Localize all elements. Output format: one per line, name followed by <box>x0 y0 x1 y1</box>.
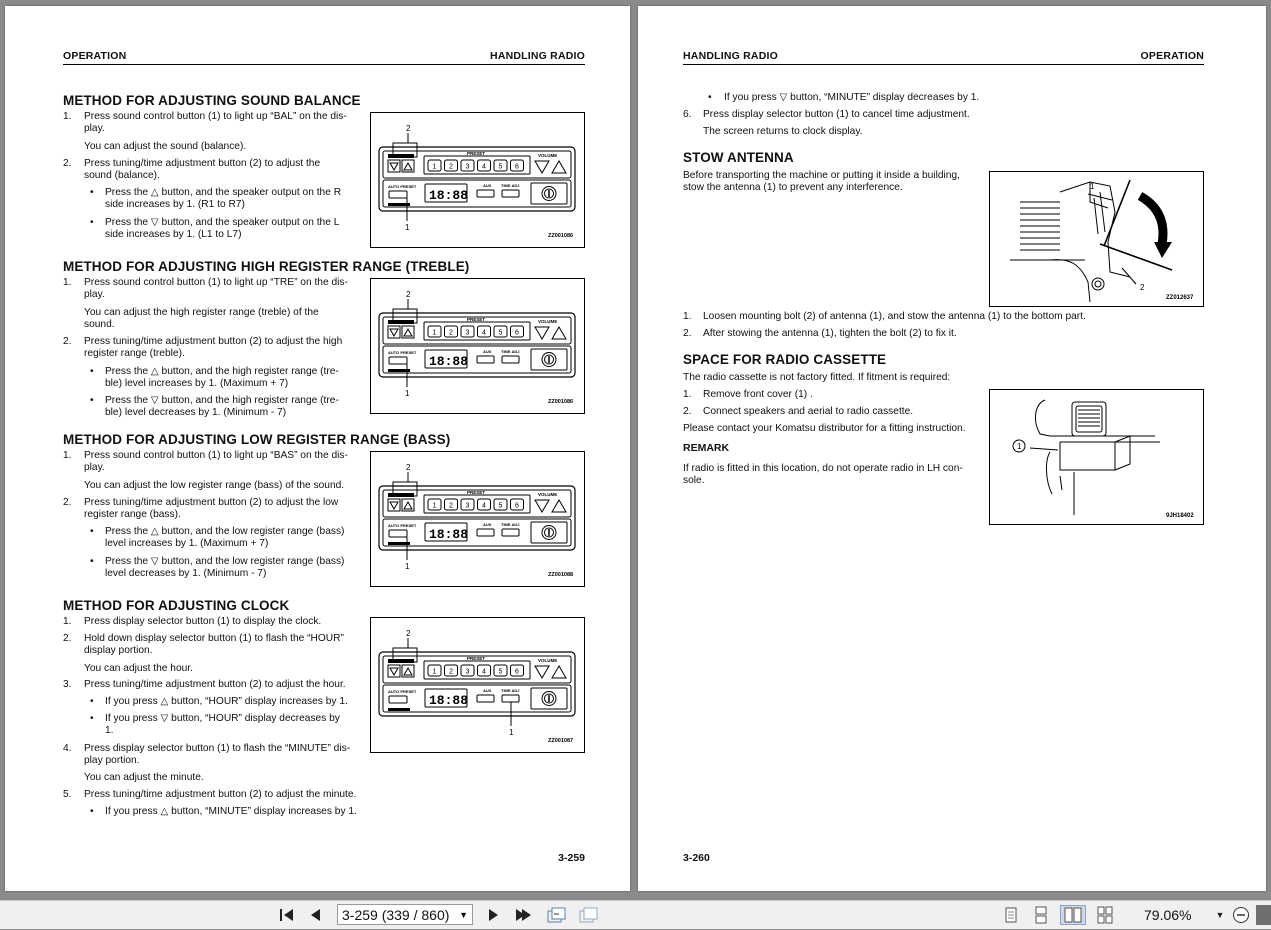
bullet-dot: • <box>90 806 94 817</box>
preset-button-label: 5 <box>498 163 503 171</box>
preset-button-label: 5 <box>498 502 503 510</box>
bullet-text: If you press △ button, “HOUR” display increases by 1. <box>105 696 348 707</box>
step-text: Press display selector button (1) to flash the “MINUTE” dis- play portion. <box>84 743 351 766</box>
step-text: Press display selector button (1) to display the clock. <box>84 616 322 627</box>
step-number: 1. <box>683 311 692 322</box>
header-rule <box>683 64 1204 65</box>
callout-2: 2 <box>406 124 411 133</box>
callout-2: 2 <box>406 290 411 299</box>
step-number: 1. <box>63 616 72 627</box>
page-right <box>638 6 1266 891</box>
step-text: Hold down display selector button (1) to flash the “HOUR” display portion. <box>84 633 344 656</box>
step-text: Press tuning/time adjustment button (2) to adjust the minute. <box>84 789 357 800</box>
first-page-icon[interactable] <box>276 905 298 925</box>
volume-label: VOLUME <box>538 153 558 158</box>
preset-label: PRESET <box>467 317 486 322</box>
bullet-text: If you press ▽ button, “HOUR” display decreases by 1. <box>105 713 340 736</box>
bullet-dot: • <box>708 92 712 103</box>
preset-button-label: 5 <box>498 329 503 337</box>
preset-button-label: 3 <box>465 502 470 510</box>
time-adj-label: TIME ADJ <box>501 349 520 354</box>
section-title-sound-balance: METHOD FOR ADJUSTING SOUND BALANCE <box>63 93 361 108</box>
time-adj-label: TIME ADJ <box>501 183 520 188</box>
step-text: Press sound control button (1) to light up “BAL” on the dis- play. <box>84 111 347 134</box>
step-number: 5. <box>63 789 72 800</box>
preset-button-label: 4 <box>482 163 486 171</box>
time-adj-label: TIME ADJ <box>501 688 520 693</box>
page-number: 3-259 <box>558 852 585 864</box>
step-number: 3. <box>63 679 72 690</box>
radio-panel-drawing <box>371 113 584 247</box>
step-sub: The screen returns to clock display. <box>703 126 863 137</box>
step-text: Press tuning/time adjustment button (2) to adjust the sound (balance). <box>84 158 321 181</box>
preset-label: PRESET <box>467 490 486 495</box>
section-title-stow-antenna: STOW ANTENNA <box>683 150 794 165</box>
bullet-dot: • <box>90 395 94 406</box>
chevron-down-icon: ▼ <box>459 910 468 920</box>
two-page-continuous-icon[interactable] <box>1094 905 1116 925</box>
step-number: 1. <box>63 277 72 288</box>
header-left: OPERATION <box>63 50 127 62</box>
callout-1: 1 <box>405 562 410 571</box>
header-right: HANDLING RADIO <box>490 50 585 62</box>
two-page-icon[interactable] <box>1060 905 1086 925</box>
aux-label: AUX <box>483 688 492 693</box>
radio-panel-drawing <box>371 618 584 752</box>
preset-button-label: 6 <box>515 502 519 510</box>
volume-label: VOLUME <box>538 658 558 663</box>
preset-button-label: 4 <box>482 329 486 337</box>
step-number: 2. <box>63 633 72 644</box>
single-page-icon[interactable] <box>1000 905 1022 925</box>
preset-button-label: 1 <box>432 668 437 676</box>
aux-label: AUX <box>483 349 492 354</box>
preset-label: PRESET <box>467 656 486 661</box>
zoom-slider[interactable] <box>1256 905 1271 925</box>
step-number: 2. <box>63 336 72 347</box>
auto-preset-label: AUTO PRESET <box>388 689 417 694</box>
callout-1: 1 <box>1017 442 1022 451</box>
volume-label: VOLUME <box>538 492 558 497</box>
callout-1: 1 <box>405 223 410 232</box>
lcd-digits: 18:88 <box>429 527 469 542</box>
section-title-bass: METHOD FOR ADJUSTING LOW REGISTER RANGE (BASS) <box>63 432 451 447</box>
bullet-text: Press the △ button, and the high register range (tre- ble) level increases by 1. (Maximum + 7) <box>105 366 339 389</box>
preset-button-label: 4 <box>482 502 486 510</box>
preset-button-label: 2 <box>449 502 453 510</box>
step-number: 2. <box>683 328 692 339</box>
preset-button-label: 2 <box>449 163 453 171</box>
page-number: 3-260 <box>683 852 710 864</box>
preset-button-label: 6 <box>515 668 519 676</box>
preset-button-label: 1 <box>432 502 437 510</box>
callout-2: 2 <box>406 463 411 472</box>
last-page-icon[interactable] <box>512 905 534 925</box>
preset-button-label: 1 <box>432 163 437 171</box>
section-title-treble: METHOD FOR ADJUSTING HIGH REGISTER RANGE (TREBLE) <box>63 259 470 274</box>
step-sub: You can adjust the minute. <box>84 772 204 783</box>
previous-view-icon[interactable] <box>545 905 567 925</box>
radio-panel-drawing <box>371 452 584 586</box>
header-rule <box>63 64 585 65</box>
preset-button-label: 3 <box>465 668 470 676</box>
step-number: 6. <box>683 109 692 120</box>
antenna-drawing <box>990 172 1203 306</box>
antenna-figure <box>989 171 1204 307</box>
remark-text: If radio is fitted in this location, do not operate radio in LH con- sole. <box>683 463 963 486</box>
preset-label: PRESET <box>467 151 486 156</box>
section-intro: The radio cassette is not factory fitted. If fitment is required: <box>683 372 951 383</box>
lcd-digits: 18:88 <box>429 354 469 369</box>
callout-2: 2 <box>1140 283 1145 292</box>
preset-button-label: 1 <box>432 329 437 337</box>
bullet-dot: • <box>90 696 94 707</box>
figure-id: ZZ012637 <box>1166 295 1194 301</box>
step-sub: You can adjust the high register range (treble) of the sound. <box>84 307 319 330</box>
step-text: Press sound control button (1) to light up “BAS” on the dis- play. <box>84 450 348 473</box>
auto-preset-label: AUTO PRESET <box>388 350 417 355</box>
step-text: Press display selector button (1) to cancel time adjustment. <box>703 109 970 120</box>
radio-figure <box>370 112 585 248</box>
step-text: Connect speakers and aerial to radio cassette. <box>703 406 914 417</box>
remark-title: REMARK <box>683 442 730 454</box>
step-text: Press sound control button (1) to light up “TRE” on the dis- play. <box>84 277 348 300</box>
volume-label: VOLUME <box>538 319 558 324</box>
step-text: Loosen mounting bolt (2) of antenna (1), and stow the antenna (1) to the bottom part. <box>703 311 1086 322</box>
step-text: Remove front cover (1) . <box>703 389 813 400</box>
radio-figure <box>370 451 585 587</box>
step-number: 1. <box>63 111 72 122</box>
figure-id: 9JH18402 <box>1166 513 1194 519</box>
page-left <box>5 6 630 891</box>
bullet-text: If you press ▽ button, “MINUTE” display decreases by 1. <box>724 92 980 103</box>
step-number: 4. <box>63 743 72 754</box>
bullet-dot: • <box>90 556 94 567</box>
preset-button-label: 2 <box>449 668 453 676</box>
time-adj-label: TIME ADJ <box>501 522 520 527</box>
zoom-dropdown-icon[interactable]: ▼ <box>1215 910 1225 920</box>
page-indicator: 3-259 (339 / 860) <box>342 907 450 923</box>
lcd-digits: 18:88 <box>429 188 469 203</box>
preset-button-label: 5 <box>498 668 503 676</box>
callout-2: 2 <box>406 629 411 638</box>
figure-id: ZZ001087 <box>548 738 574 744</box>
section-title-radio-cassette: SPACE FOR RADIO CASSETTE <box>683 352 887 367</box>
step-number: 1. <box>683 389 692 400</box>
next-page-icon[interactable] <box>483 905 503 925</box>
viewer-toolbar <box>0 900 1271 929</box>
preset-button-label: 6 <box>515 163 519 171</box>
bullet-dot: • <box>90 713 94 724</box>
callout-1: 1 <box>405 389 410 398</box>
step-number: 2. <box>683 406 692 417</box>
zoom-level[interactable]: 79.06% <box>1144 907 1192 923</box>
bullet-text: Press the △ button, and the speaker output on the R side increases by 1. (R1 to R7) <box>105 187 342 210</box>
bullet-text: Press the ▽ button, and the speaker output on the L side increases by 1. (L1 to L7) <box>105 217 340 240</box>
contact-text: Please contact your Komatsu distributor for a fitting instruction. <box>683 423 966 434</box>
bullet-dot: • <box>90 526 94 537</box>
section-title-clock: METHOD FOR ADJUSTING CLOCK <box>63 598 290 613</box>
step-text: Press tuning/time adjustment button (2) to adjust the low register range (bass). <box>84 497 339 520</box>
bullet-text: Press the ▽ button, and the low register range (bass) level decreases by 1. (Minimum - 7) <box>105 556 345 579</box>
aux-label: AUX <box>483 183 492 188</box>
bullet-dot: • <box>90 187 94 198</box>
step-sub: You can adjust the low register range (bass) of the sound. <box>84 480 345 491</box>
lcd-digits: 18:88 <box>429 693 469 708</box>
callout-1: 1 <box>1090 182 1095 191</box>
zoom-out-icon[interactable] <box>1230 905 1252 925</box>
figure-id: ZZ001088 <box>548 572 574 578</box>
preset-button-label: 4 <box>482 668 486 676</box>
cassette-figure <box>989 389 1204 525</box>
auto-preset-label: AUTO PRESET <box>388 184 417 189</box>
radio-figure <box>370 278 585 414</box>
step-number: 1. <box>63 450 72 461</box>
auto-preset-label: AUTO PRESET <box>388 523 417 528</box>
prev-page-icon[interactable] <box>306 905 326 925</box>
sound-label-bar <box>388 708 410 711</box>
continuous-icon[interactable] <box>1030 905 1052 925</box>
step-number: 2. <box>63 497 72 508</box>
bullet-dot: • <box>90 366 94 377</box>
header-left: HANDLING RADIO <box>683 50 778 62</box>
step-text: After stowing the antenna (1), tighten the bolt (2) to fix it. <box>703 328 957 339</box>
preset-button-label: 3 <box>465 163 470 171</box>
cassette-drawing <box>990 390 1203 524</box>
figure-id: ZZ001086 <box>548 399 574 405</box>
page-selector[interactable] <box>337 904 473 925</box>
callout-1: 1 <box>509 728 514 737</box>
step-text: Press tuning/time adjustment button (2) to adjust the hour. <box>84 679 346 690</box>
step-sub: You can adjust the sound (balance). <box>84 141 247 152</box>
section-intro: Before transporting the machine or putting it inside a building, stow the antenna (1) to prevent any interference. <box>683 170 960 193</box>
radio-figure <box>370 617 585 753</box>
bullet-dot: • <box>90 217 94 228</box>
step-sub: You can adjust the hour. <box>84 663 193 674</box>
preset-button-label: 6 <box>515 329 519 337</box>
bullet-text: If you press △ button, “MINUTE” display increases by 1. <box>105 806 357 817</box>
preset-button-label: 3 <box>465 329 470 337</box>
header-right: OPERATION <box>1140 50 1204 62</box>
figure-id: ZZ001086 <box>548 233 574 239</box>
aux-label: AUX <box>483 522 492 527</box>
next-view-icon[interactable] <box>577 905 599 925</box>
radio-panel-drawing <box>371 279 584 413</box>
step-number: 2. <box>63 158 72 169</box>
preset-button-label: 2 <box>449 329 453 337</box>
bullet-text: Press the ▽ button, and the high register range (tre- ble) level decreases by 1. (Minimum - 7) <box>105 395 339 418</box>
step-text: Press tuning/time adjustment button (2) to adjust the high register range (treble). <box>84 336 343 359</box>
bullet-text: Press the △ button, and the low register range (bass) level increases by 1. (Maximum + 7) <box>105 526 345 549</box>
